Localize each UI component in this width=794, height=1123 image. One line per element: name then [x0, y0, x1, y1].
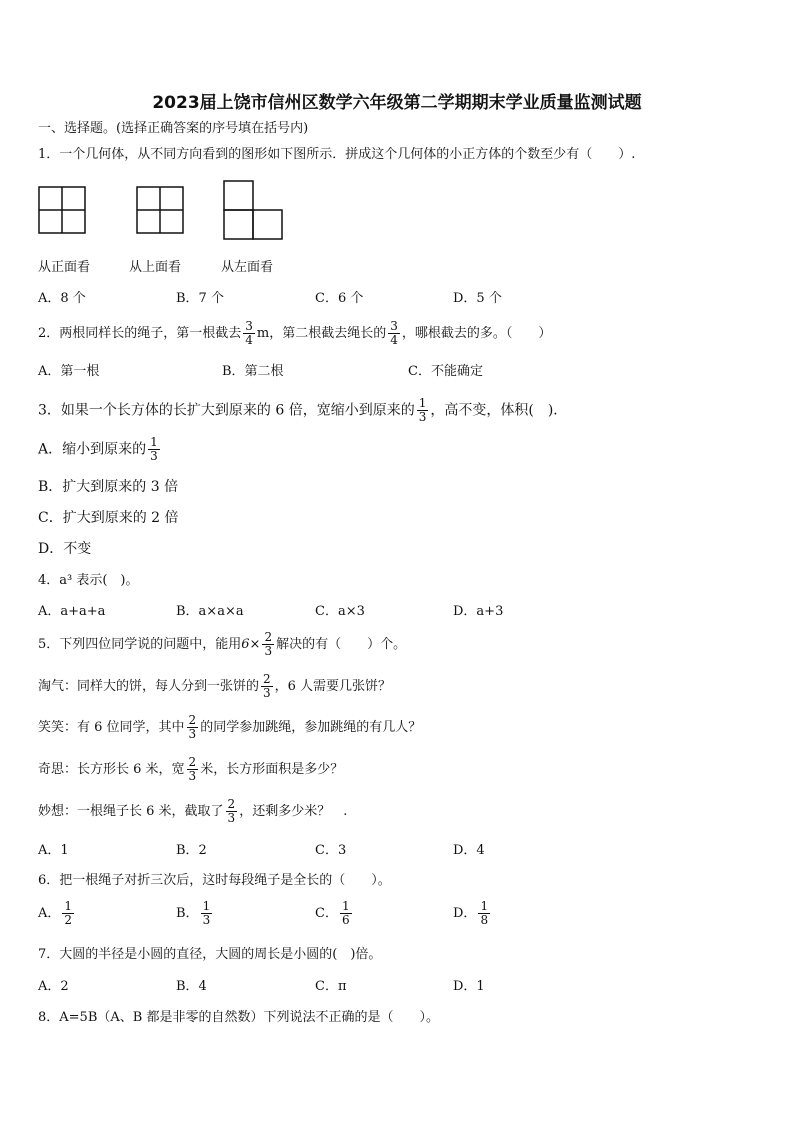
q2-option-a: A．第一根: [38, 364, 100, 379]
question-1: 1．一个几何体，从不同方向看到的图形如下图所示．拼成这个几何体的小正方体的个数至少有（ ）.: [38, 147, 636, 162]
fraction: $\frac{1}{3}$: [202, 899, 211, 927]
q1-option-a: A．8 个: [38, 291, 86, 306]
q4-option-c: C．a×3: [315, 604, 365, 619]
fraction: $\frac{1}{3}$: [150, 435, 158, 463]
q7-option-c: C．π: [315, 979, 347, 994]
q5-statement-xiaoxiao: 笑笑：有 6 位同学，其中 $\frac{2}{3}$ 的同学参加跳绳，参加跳绳的有几人？: [38, 713, 422, 741]
q4-option-d: D．a+3: [453, 604, 504, 619]
page-title: 2023届上饶市信州区数学六年级第二学期期末学业质量监测试题: [152, 93, 642, 113]
question-6: 6．把一根绳子对折三次后，这时每段绳子是全长的（ ）。: [38, 873, 391, 888]
fraction: $\frac{3}{4}$: [390, 319, 398, 347]
q5-statement-taoqi: 淘气：同样大的饼，每人分到一张饼的 $\frac{2}{3}$ ，6 人需要几张饼？: [38, 672, 392, 700]
q3-option-d: D．不变: [38, 541, 92, 557]
q5-option-c: C．3: [315, 843, 347, 858]
view-label-front: 从正面看: [38, 260, 91, 275]
fraction: $\frac{1}{6}$: [341, 899, 350, 927]
question-2: 2．两根同样长的绳子，第一根截去 $\frac{3}{4}$ m，第二根截去绳长的 $\frac{3}{4}$ ，哪根截去的多。（ ）: [38, 319, 552, 347]
fraction: $\frac{1}{2}$: [64, 899, 73, 927]
fraction: $\frac{2}{3}$: [188, 755, 197, 783]
question-7: 7．大圆的半径是小圆的直径，大圆的周长是小圆的( )倍。: [38, 947, 382, 962]
q3-option-a: A．缩小到原来的 $\frac{1}{3}$: [38, 435, 158, 463]
fraction: $\frac{2}{3}$: [264, 630, 273, 658]
q5-option-d: D．4: [453, 843, 485, 858]
q1-option-b: B．7 个: [176, 291, 224, 306]
left-view-figure: [223, 180, 285, 242]
q7-option-b: B．4: [176, 979, 207, 994]
q3-option-c: C．扩大到原来的 2 倍: [38, 510, 179, 526]
q5-statement-miaoxiang: 妙想：一根绳子长 6 米，截取了 $\frac{2}{3}$ ，还剩多少米？ .: [38, 797, 348, 825]
question-3: 3．如果一个长方体的长扩大到原来的 6 倍，宽缩小到原来的 $\frac{1}{3}$ ，高不变，体积( )．: [38, 396, 568, 424]
q1-option-d: D．5 个: [453, 291, 502, 306]
q4-option-b: B．a×a×a: [176, 604, 244, 619]
q6-option-d: D． $\frac{1}{8}$: [453, 899, 489, 927]
view-label-top: 从上面看: [129, 260, 182, 275]
fraction: $\frac{2}{3}$: [227, 797, 236, 825]
fraction: $\frac{2}{3}$: [188, 713, 197, 741]
q5-statement-qisi: 奇思：长方形长 6 米，宽 $\frac{2}{3}$ 米，长方形面积是多少？: [38, 755, 344, 783]
top-view-figure: [136, 186, 186, 236]
fraction: $\frac{1}{8}$: [480, 899, 489, 927]
q4-option-a: A．a+a+a: [38, 604, 106, 619]
section-heading: 一、选择题。(选择正确答案的序号填在括号内): [38, 121, 309, 136]
front-view-figure: [38, 186, 88, 236]
fraction: $\frac{2}{3}$: [263, 672, 271, 700]
q2-option-b: B．第二根: [222, 364, 284, 379]
q5-option-a: A．1: [38, 843, 69, 858]
q1-option-c: C．6 个: [315, 291, 364, 306]
fraction: $\frac{1}{3}$: [418, 396, 427, 424]
question-5: 5．下列四位同学说的问题中，能用6× $\frac{2}{3}$ 解决的有（ ）个。: [38, 630, 407, 658]
q3-option-b: B．扩大到原来的 3 倍: [38, 479, 179, 495]
fraction: $\frac{3}{4}$: [245, 319, 253, 347]
q6-option-a: A． $\frac{1}{2}$: [38, 899, 73, 927]
question-4: 4．a³ 表示( )。: [38, 573, 139, 588]
view-label-left: 从左面看: [221, 260, 274, 275]
q5-option-b: B．2: [176, 843, 207, 858]
q6-option-b: B． $\frac{1}{3}$: [176, 899, 211, 927]
q2-option-c: C．不能确定: [408, 364, 483, 379]
q7-option-a: A．2: [38, 979, 69, 994]
q6-option-c: C． $\frac{1}{6}$: [315, 899, 350, 927]
q7-option-d: D．1: [453, 979, 485, 994]
question-8: 8．A=5B（A、B 都是非零的自然数）下列说法不正确的是（ ）。: [38, 1010, 439, 1025]
